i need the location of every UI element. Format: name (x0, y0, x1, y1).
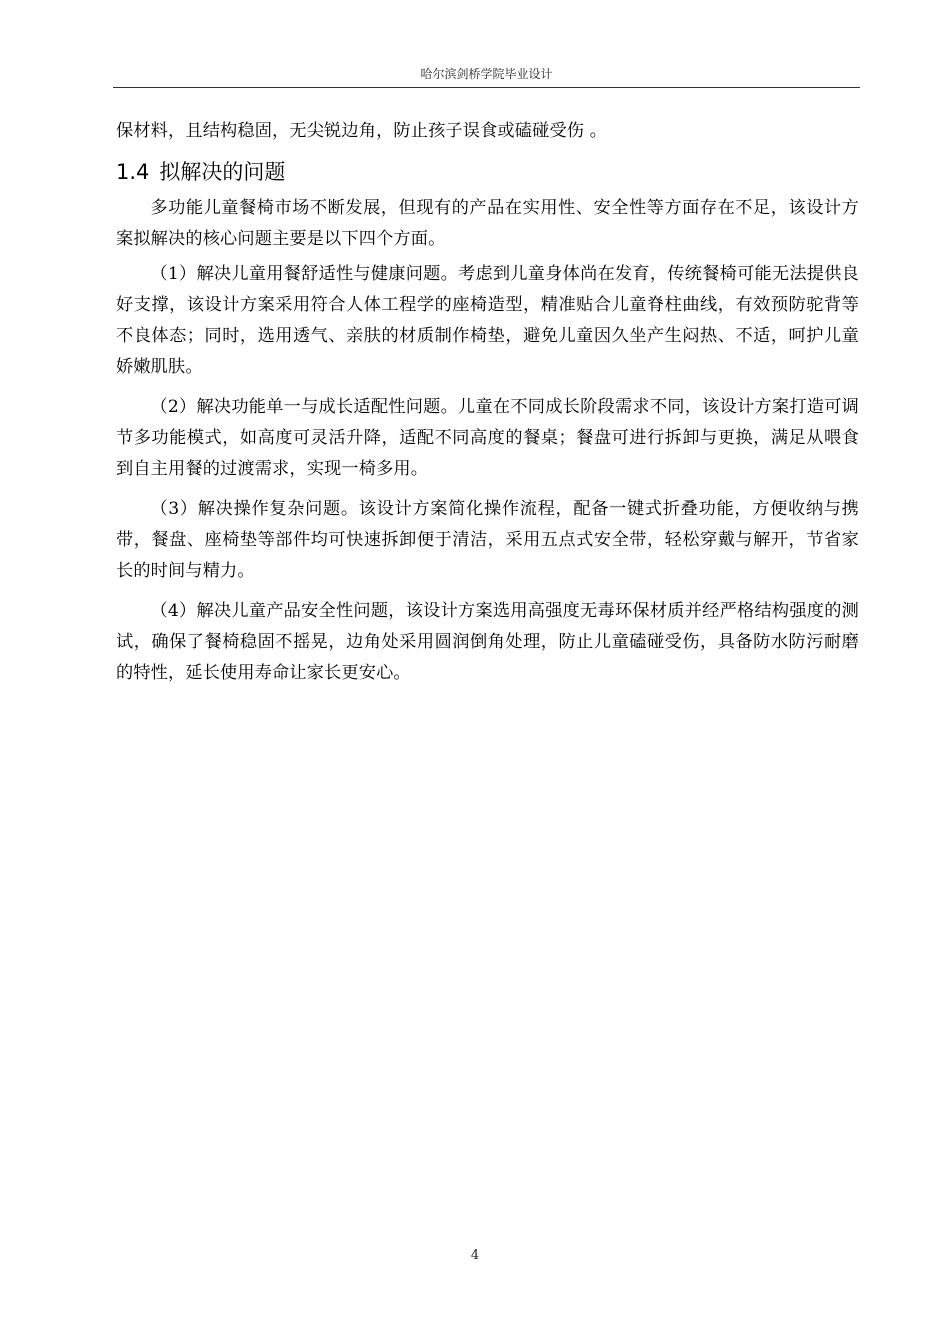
header-divider (113, 87, 860, 88)
spacer (116, 485, 859, 494)
section-heading (116, 155, 859, 189)
spacer (116, 587, 859, 596)
list-item-4: （4）解决儿童产品安全性问题，该设计方案选用高强度无毒环保材质并经严格结构强度的测试，确保了餐椅稳固不摇晃，边角处采用圆润倒角处理，防止儿童磕碰受伤，具备防水防污耐磨的特性，延长使用寿命让家长更安心。 (116, 601, 859, 683)
intro-paragraph: 多功能儿童餐椅市场不断发展，但现有的产品在实用性、安全性等方面存在不足，该设计方案拟解决的核心问题主要是以下四个方面。 (116, 198, 859, 249)
spacer (116, 383, 859, 392)
section-number: 1.4 (116, 160, 150, 184)
list-item-3: （3）解决操作复杂问题。该设计方案简化操作流程，配备一键式折叠功能，方便收纳与携带，餐盘、座椅垫等部件均可快速拆卸便于清洁，采用五点式安全带，轻松穿戴与解开，节省家长的时间与精力。 (116, 499, 859, 581)
page-header: 哈尔滨剑桥学院毕业设计 (420, 67, 553, 81)
page-content (116, 116, 859, 689)
continuation-paragraph: 保材料，且结构稳固，无尖锐边角，防止孩子误食或磕碰受伤 。 (116, 121, 608, 141)
section-title: 拟解决的问题 (159, 160, 286, 184)
page-number: 4 (470, 1248, 480, 1263)
list-item-1: （1）解决儿童用餐舒适性与健康问题。考虑到儿童身体尚在发育，传统餐椅可能无法提供良好支撑，该设计方案采用符合人体工程学的座椅造型，精准贴合儿童脊柱曲线，有效预防驼背等不良体态；同时，选用透气、亲肤的材质制作椅垫，避免儿童因久坐产生闷热、不适，呵护儿童娇嫩肌肤。 (116, 264, 859, 377)
list-item-2: （2）解决功能单一与成长适配性问题。儿童在不同成长阶段需求不同，该设计方案打造可调节多功能模式，如高度可灵活升降，适配不同高度的餐桌；餐盘可进行拆卸与更换，满足从喂食到自主用餐的过渡需求，实现一椅多用。 (116, 397, 859, 479)
